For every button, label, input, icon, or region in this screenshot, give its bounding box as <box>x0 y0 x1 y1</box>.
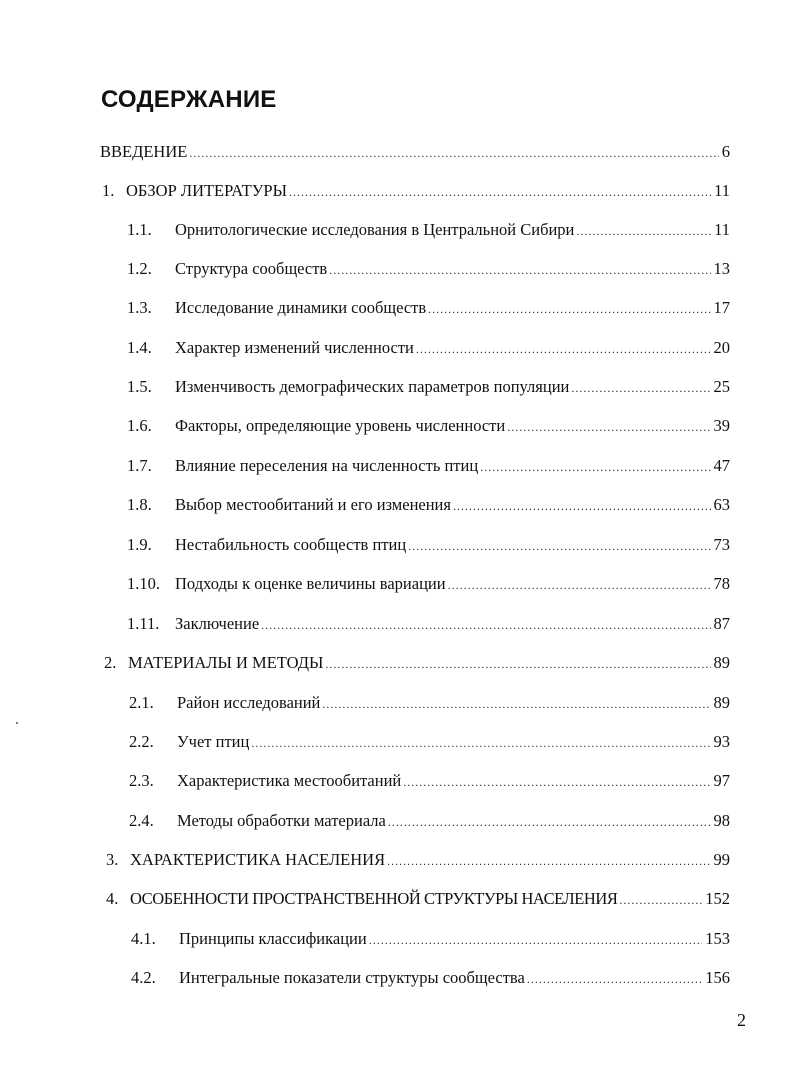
toc-entry-number: 1.11. <box>127 614 160 633</box>
toc-entry-label: Методы обработки материала <box>177 811 386 830</box>
toc-entry-1-10[interactable] <box>127 574 730 596</box>
toc-entry-label: Структура сообществ <box>175 259 328 278</box>
toc-entry-1-6[interactable] <box>127 416 730 438</box>
toc-entry-2-3[interactable] <box>129 771 730 793</box>
toc-entry-1-9[interactable] <box>127 535 730 557</box>
leader-dots <box>408 539 710 554</box>
toc-entry-label: ВВЕДЕНИЕ <box>100 142 188 161</box>
toc-entry-page: 25 <box>713 377 730 396</box>
toc-entry-page: 153 <box>705 929 730 948</box>
leader-dots <box>369 933 703 948</box>
toc-entry-label: Исследование динамики сообществ <box>175 298 427 317</box>
toc-entry-number: 2. <box>104 653 117 672</box>
leader-dots <box>619 893 702 908</box>
toc-entry-label: Принципы классификации <box>179 929 367 948</box>
leader-dots <box>507 420 710 435</box>
toc-entry-label: Влияние переселения на численность птиц <box>175 456 479 475</box>
toc-entry-page: 20 <box>713 338 730 357</box>
toc-entry-number: 2.1. <box>129 693 154 712</box>
toc-entry-2-2[interactable] <box>129 732 730 754</box>
leader-dots <box>251 736 710 751</box>
toc-entry-label: Выбор местообитаний и его изменения <box>175 495 451 514</box>
leader-dots <box>453 499 711 514</box>
page-number: 2 <box>737 1010 746 1030</box>
toc-entry-1-5[interactable] <box>127 377 730 399</box>
toc-entry-page: 156 <box>705 968 730 987</box>
toc-entry-number: 2.2. <box>129 732 154 751</box>
leader-dots <box>527 972 702 987</box>
leader-dots <box>576 224 711 239</box>
toc-entry-number: 1.2. <box>127 259 152 278</box>
leader-dots <box>189 146 718 161</box>
leader-dots <box>329 263 710 278</box>
toc-entry-label: Подходы к оценке величины вариации <box>175 574 446 593</box>
toc-entry-page: 93 <box>713 732 730 751</box>
toc-entry-page: 73 <box>713 535 730 554</box>
leader-dots <box>387 854 710 869</box>
toc-entry-page: 152 <box>705 889 730 908</box>
toc-entry-number: 4.2. <box>131 968 156 987</box>
leader-dots <box>480 460 710 475</box>
leader-dots <box>325 657 710 672</box>
toc-entry-page: 11 <box>714 220 730 239</box>
toc-entry-4-1[interactable] <box>131 929 730 951</box>
toc-entry-page: 89 <box>713 693 730 712</box>
toc-entry-label: ОБЗОР ЛИТЕРАТУРЫ <box>126 181 287 200</box>
toc-entry-1-1[interactable] <box>127 220 730 242</box>
toc-entry-2-1[interactable] <box>129 693 730 715</box>
toc-entry-number: 1.6. <box>127 416 152 435</box>
toc-entry-1-7[interactable] <box>127 456 730 478</box>
toc-entry-page: 47 <box>713 456 730 475</box>
page-title: СОДЕРЖАНИЕ <box>101 86 277 113</box>
toc-entry-chapter-1[interactable] <box>102 181 730 203</box>
toc-entry-page: 98 <box>713 811 730 830</box>
toc-entry-page: 39 <box>713 416 730 435</box>
toc-entry-label: МАТЕРИАЛЫ И МЕТОДЫ <box>128 653 324 672</box>
leader-dots <box>416 342 711 357</box>
toc-entry-2-4[interactable] <box>129 811 730 833</box>
leader-dots <box>388 815 711 830</box>
leader-dots <box>322 697 710 712</box>
toc-entry-label: ХАРАКТЕРИСТИКА НАСЕЛЕНИЯ <box>130 850 386 869</box>
toc-entry-label: Заключение <box>175 614 260 633</box>
toc-entry-number: 1.3. <box>127 298 152 317</box>
toc-entry-number: 3. <box>106 850 119 869</box>
toc-entry-label: Учет птиц <box>177 732 250 751</box>
toc-entry-1-3[interactable] <box>127 298 730 320</box>
toc-entry-number: 4. <box>106 889 119 908</box>
leader-dots <box>428 302 710 317</box>
toc-entry-label: Характер изменений численности <box>175 338 414 357</box>
toc-entry-page: 11 <box>714 181 730 200</box>
toc-entry-label: Факторы, определяющие уровень численности <box>175 416 506 435</box>
toc-entry-label: ОСОБЕННОСТИ ПРОСТРАНСТВЕННОЙ СТРУКТУРЫ НАСЕЛЕНИЯ <box>130 889 618 908</box>
toc-entry-page: 63 <box>713 495 730 514</box>
toc-entry-number: 1.5. <box>127 377 152 396</box>
leader-dots <box>403 775 710 790</box>
toc-entry-1-4[interactable] <box>127 338 730 360</box>
toc-entry-label: Нестабильность сообществ птиц <box>175 535 407 554</box>
toc-entry-page: 89 <box>713 653 730 672</box>
toc-entry-label: Характеристика местообитаний <box>177 771 402 790</box>
scan-speck <box>16 722 18 724</box>
toc-entry-label: Изменчивость демографических параметров популяции <box>175 377 570 396</box>
toc-entry-label: Район исследований <box>177 693 321 712</box>
toc-entry-4-2[interactable] <box>131 968 730 990</box>
leader-dots <box>261 618 710 633</box>
toc-entry-page: 87 <box>713 614 730 633</box>
toc-entry-1-11[interactable] <box>127 614 730 636</box>
toc-entry-chapter-4[interactable] <box>106 889 730 911</box>
toc-entry-chapter-2[interactable] <box>104 653 730 675</box>
toc-entry-page: 97 <box>713 771 730 790</box>
leader-dots <box>571 381 710 396</box>
toc-entry-1-8[interactable] <box>127 495 730 517</box>
toc-entry-label: Орнитологические исследования в Центральной Сибири <box>175 220 575 239</box>
toc-entry-number: 1.8. <box>127 495 152 514</box>
toc-entry-label: Интегральные показатели структуры сообщества <box>179 968 525 987</box>
toc-entry-number: 2.3. <box>129 771 154 790</box>
toc-entry-page: 17 <box>713 298 730 317</box>
toc-entry-page: 6 <box>721 142 730 161</box>
toc-entry-number: 1.10. <box>127 574 160 593</box>
leader-dots <box>289 185 711 200</box>
toc-entry-chapter-3[interactable] <box>106 850 730 872</box>
toc-entry-page: 78 <box>713 574 730 593</box>
toc-entry-1-2[interactable] <box>127 259 730 281</box>
toc-entry-number: 4.1. <box>131 929 156 948</box>
toc-entry-number: 1.1. <box>127 220 152 239</box>
toc-entry-number: 1.9. <box>127 535 152 554</box>
toc-entry-number: 2.4. <box>129 811 154 830</box>
toc-entry-introduction[interactable] <box>100 142 730 164</box>
toc-entry-number: 1. <box>102 181 115 200</box>
toc-entry-page: 99 <box>713 850 730 869</box>
toc-entry-number: 1.7. <box>127 456 152 475</box>
leader-dots <box>448 578 711 593</box>
toc-entry-page: 13 <box>713 259 730 278</box>
toc-entry-number: 1.4. <box>127 338 152 357</box>
